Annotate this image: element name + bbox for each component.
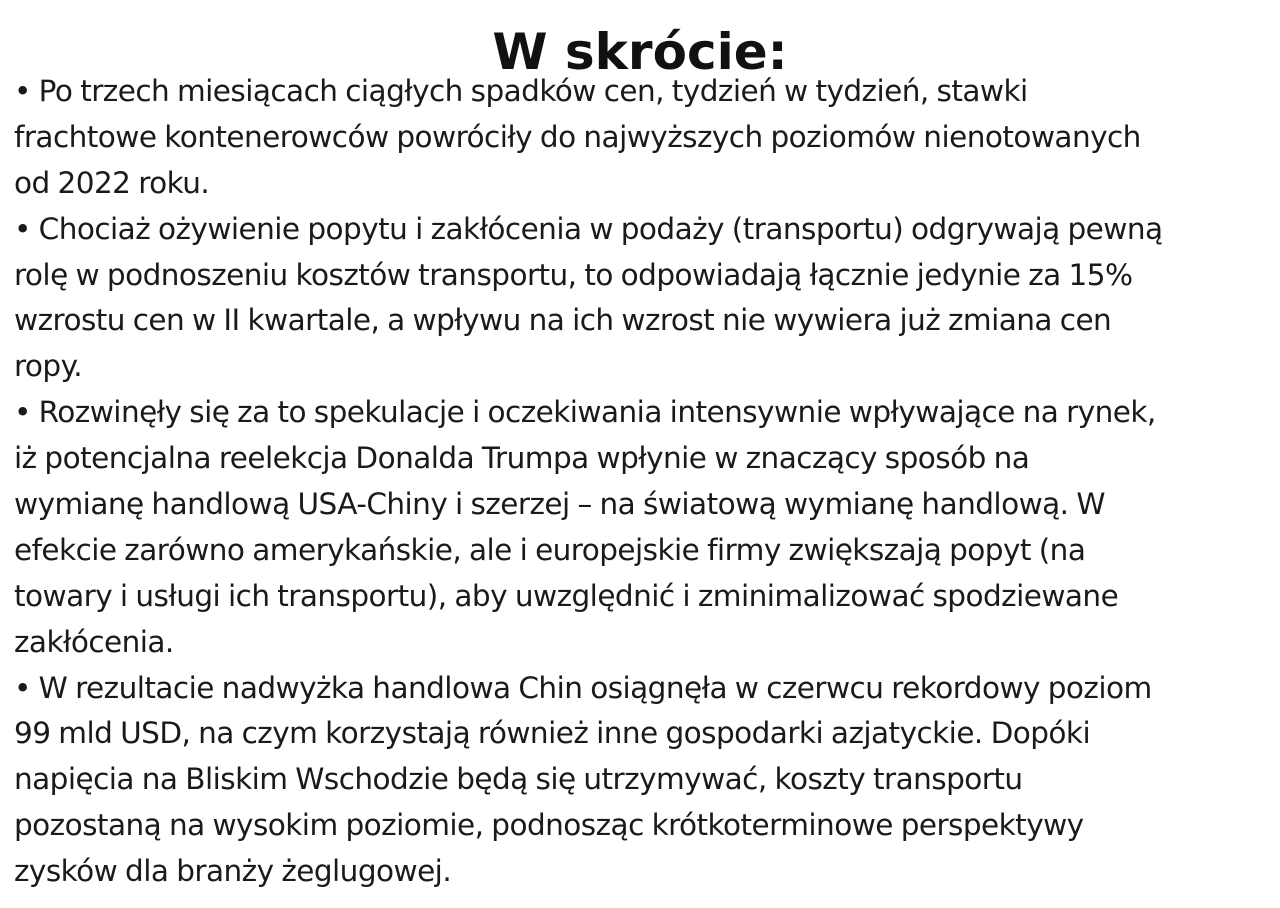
summary-text xyxy=(14,69,1276,895)
text-line: 99 mld USD, na czym korzystają również inne gospodarki azjatyckie. Dopóki xyxy=(14,716,1091,751)
text-line: • Po trzech miesiącach ciągłych spadków cen, tydzień w tydzień, stawki xyxy=(14,74,1028,108)
text-line: • W rezultacie nadwyżka handlowa Chin osiągnęła w czerwcu rekordowy poziom xyxy=(14,670,1152,705)
text-line: • Chociaż ożywienie popytu i zakłócenia w podaży (transportu) odgrywają pewną xyxy=(14,211,1163,246)
text-line: wymianę handlową USA-Chiny i szerzej – na światową wymianę handlową. W xyxy=(14,487,1105,522)
text-line: rolę w podnoszeniu kosztów transportu, to odpowiadają łącznie jedynie za 15% xyxy=(14,257,1133,292)
page-title: W skrócie: xyxy=(492,23,788,81)
text-line: ropy. xyxy=(14,349,83,384)
text-line: napięcia na Bliskim Wschodzie będą się utrzymywać, koszty transportu xyxy=(14,762,1023,797)
text-line: zysków dla branży żeglugowej. xyxy=(14,854,452,889)
text-line: towary i usługi ich transportu), aby uwzględnić i zminimalizować spodziewane xyxy=(14,578,1119,613)
text-line: wzrostu cen w II kwartale, a wpływu na ich wzrost nie wywiera już zmiana cen xyxy=(14,303,1112,338)
text-line: od 2022 roku. xyxy=(14,165,210,200)
text-line: efekcie zarówno amerykańskie, ale i europejskie firmy zwiększają popyt (na xyxy=(14,532,1086,567)
text-line: pozostaną na wysokim poziomie, podnosząc krótkoterminowe perspektywy xyxy=(14,808,1084,843)
text-line: iż potencjalna reelekcja Donalda Trumpa wpłynie w znaczący sposób na xyxy=(14,441,1030,476)
text-line: zakłócenia. xyxy=(14,624,174,659)
text-line: • Rozwinęły się za to spekulacje i oczekiwania intensywnie wpływające na rynek, xyxy=(14,395,1156,430)
text-line: frachtowe kontenerowców powróciły do najwyższych poziomów nienotowanych xyxy=(14,119,1141,154)
